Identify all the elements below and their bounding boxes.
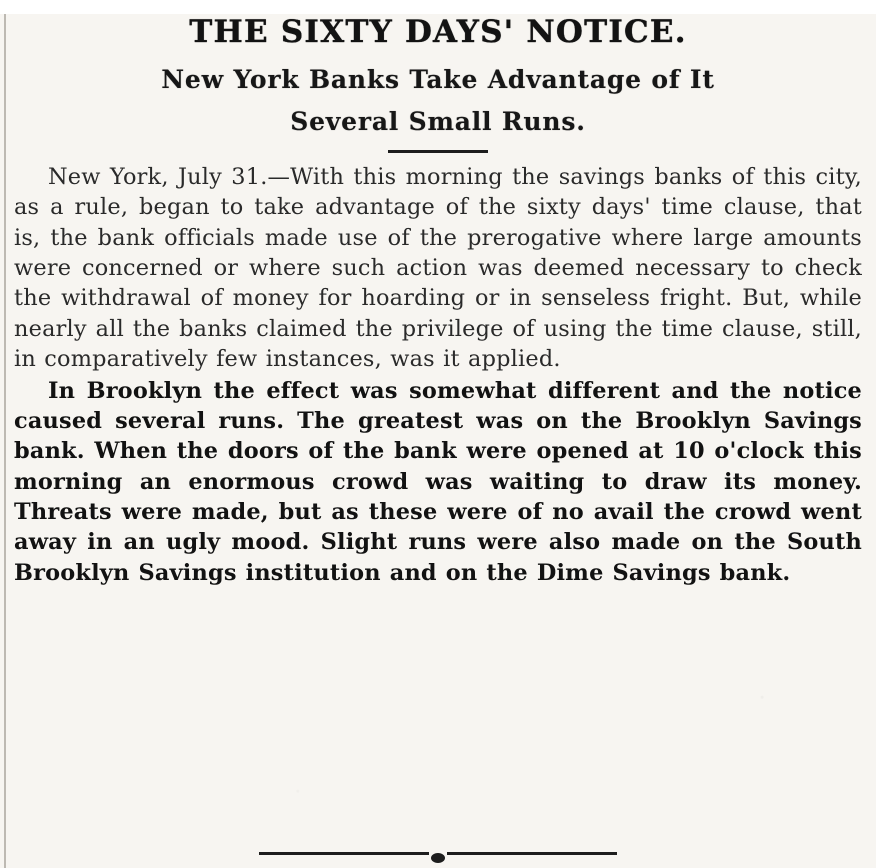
headline-divider	[388, 150, 488, 153]
ornament-rule-left	[259, 852, 429, 855]
ornament-dot	[431, 853, 445, 863]
subheadline	[14, 62, 862, 139]
subheadline-line-1: New York Banks Take Advantage of It	[161, 65, 715, 94]
left-column-rule	[4, 14, 6, 868]
article-body	[14, 162, 862, 588]
ornament-rule-right	[447, 852, 617, 855]
article-paragraph: New York, July 31.—With this morning the savings banks of this city, as a rule, began to take advantage of the sixty days' time clause, that is, the bank officials made use of the prerogative where large amounts were concerned or where such action was deemed necessary to check the withdrawal of money for hoarding or in senseless fright. But, while nearly all the banks claimed the privilege of using the time clause, still, in comparatively few instances, was it applied.	[14, 164, 862, 373]
newspaper-clipping-page	[0, 14, 876, 868]
page-title: THE SIXTY DAYS' NOTICE.	[189, 14, 687, 50]
subheadline-line-2: Several Small Runs.	[290, 106, 586, 136]
section-ornament	[0, 844, 876, 862]
article-paragraph: In Brooklyn the effect was somewhat different and the notice caused several runs. The greatest was on the Brooklyn Savings bank. When the doors of the bank were opened at 10 o'clock this morning an enormous crowd was waiting to draw its money. Threats were made, but as these were of no avail the crowd went away in an ugly mood. Slight runs were also made on the South Brooklyn Savings institution and on the Dime Savings bank.	[14, 377, 862, 586]
